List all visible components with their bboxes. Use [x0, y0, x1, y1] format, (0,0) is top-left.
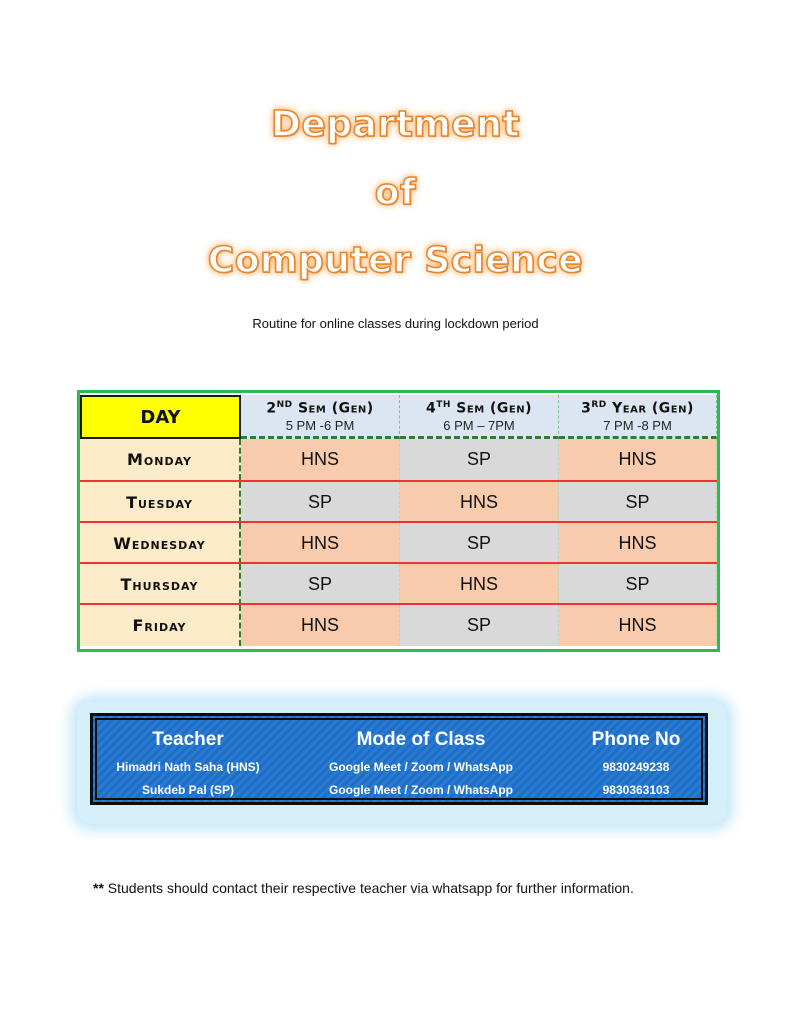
column-ordinal: 2 — [266, 400, 277, 417]
day-cell: Monday — [80, 439, 241, 480]
teacher-name: Himadri Nath Saha (HNS) — [116, 760, 260, 774]
day-header: DAY — [80, 395, 241, 439]
teacher-code-cell: SP — [241, 564, 400, 605]
routine-row — [80, 521, 717, 564]
column-time: 6 PM – 7PM — [443, 418, 515, 434]
routine-header-row — [80, 395, 717, 439]
teacher-code-cell: SP — [400, 523, 559, 564]
phone-column — [567, 724, 705, 802]
routine-row — [80, 562, 717, 605]
teacher-code-cell: SP — [241, 482, 400, 523]
subtitle: Routine for online classes during lockdown period — [252, 316, 539, 331]
teacher-code-cell: HNS — [241, 439, 400, 480]
mode-column — [293, 724, 549, 802]
column-ordinal: 4 — [425, 400, 437, 417]
column-ordinal-suffix: ND — [276, 399, 293, 410]
phone-header: Phone No — [591, 729, 681, 750]
teacher-code-cell: SP — [559, 482, 717, 523]
day-cell: Friday — [80, 605, 241, 646]
teacher-column — [93, 724, 283, 802]
column-name: Year (Gen) — [612, 400, 694, 417]
note-text: Students should contact their respective teacher via whatsapp for further information. — [103, 880, 634, 896]
column-header-3rd-year — [559, 395, 717, 439]
column-ordinal-suffix: TH — [436, 399, 451, 410]
routine-row — [80, 603, 717, 646]
column-ordinal-suffix: RD — [591, 399, 607, 410]
title-line-2: of — [374, 172, 417, 213]
teacher-phone: 9830249238 — [602, 760, 670, 774]
teacher-code-cell: HNS — [559, 605, 717, 646]
title-line-1: Department — [270, 104, 521, 145]
teacher-code-cell: HNS — [241, 605, 400, 646]
teacher-code-cell: HNS — [559, 523, 717, 564]
teacher-code-cell: SP — [559, 564, 717, 605]
teacher-mode: Google Meet / Zoom / WhatsApp — [329, 760, 513, 774]
column-header-4th-sem — [400, 395, 559, 439]
teacher-phone: 9830363103 — [602, 783, 670, 797]
day-cell: Wednesday — [80, 523, 241, 564]
teacher-code-cell: HNS — [559, 439, 717, 480]
column-name: Sem (Gen) — [297, 400, 374, 417]
teacher-mode: Google Meet / Zoom / WhatsApp — [329, 783, 513, 797]
footer-note — [93, 876, 693, 900]
teacher-code-cell: SP — [400, 439, 559, 480]
teacher-header: Teacher — [152, 729, 224, 750]
column-header-title — [581, 396, 694, 418]
routine-row — [80, 439, 717, 480]
routine-table — [77, 390, 720, 652]
teacher-code-cell: SP — [400, 605, 559, 646]
teacher-panel — [90, 713, 708, 805]
column-time: 7 PM -8 PM — [603, 418, 672, 434]
teacher-code-cell: HNS — [400, 482, 559, 523]
note-prefix: ** — [93, 880, 104, 896]
teacher-name: Sukdeb Pal (SP) — [141, 783, 235, 797]
column-header-title — [266, 396, 373, 418]
column-time: 5 PM -6 PM — [285, 418, 355, 434]
day-cell: Tuesday — [80, 482, 241, 523]
title-line-3: Computer Science — [207, 240, 584, 281]
column-name: Sem (Gen) — [456, 400, 533, 417]
routine-row — [80, 480, 717, 523]
teacher-code-cell: HNS — [241, 523, 400, 564]
column-header-title — [426, 396, 532, 418]
column-header-2nd-sem — [241, 395, 400, 439]
mode-header: Mode of Class — [356, 729, 486, 750]
column-ordinal: 3 — [581, 400, 592, 417]
day-cell: Thursday — [80, 564, 241, 605]
teacher-code-cell: HNS — [400, 564, 559, 605]
